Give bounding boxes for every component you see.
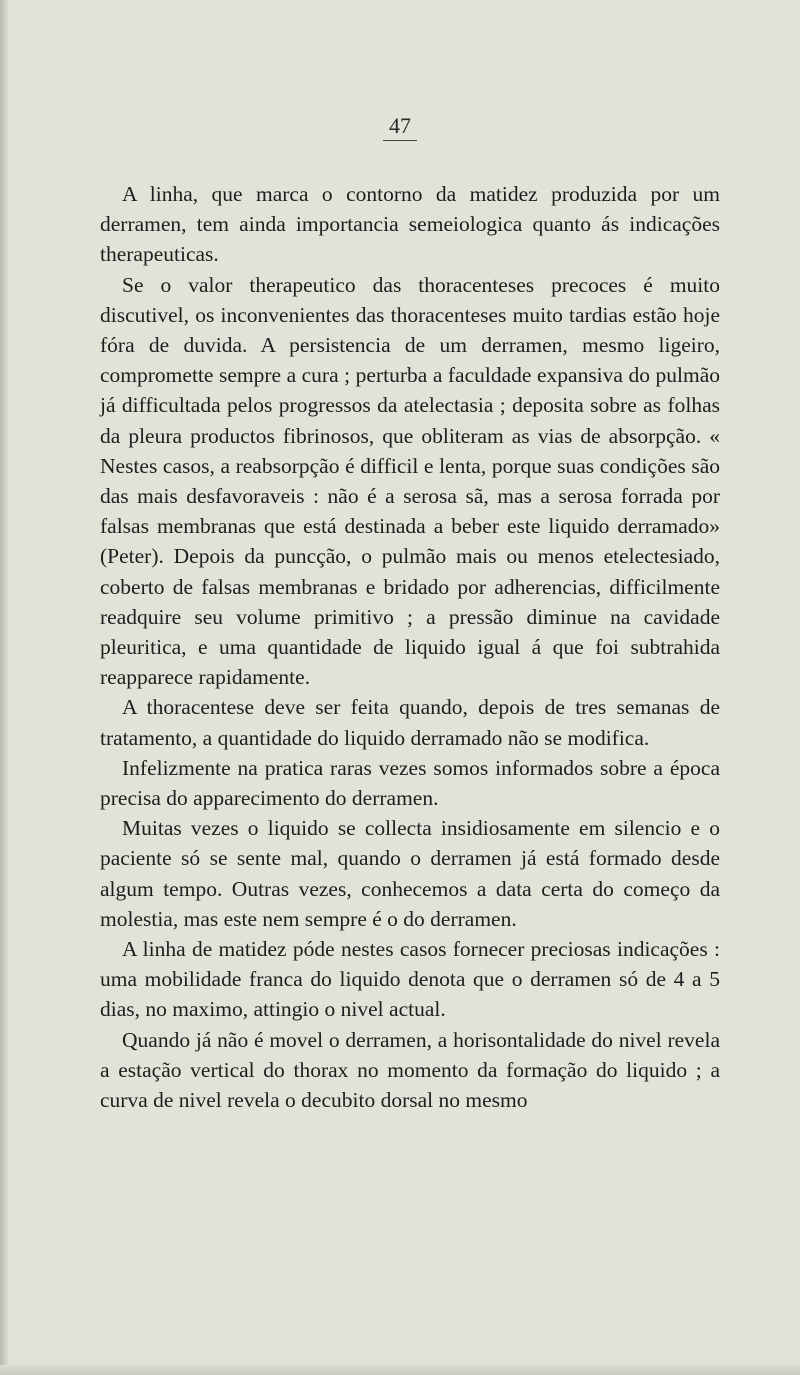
paragraph: Muitas vezes o liquido se collecta insidiosamente em silencio e o paciente só se sente mal, quando o derramen já está formado desde algum tempo. Outras vezes, conhecemos a data certa do começo da molestia, mas este nem sempre é o do derramen. xyxy=(100,816,720,931)
paragraph: Quando já não é movel o derramen, a horisontalidade do nivel revela a estação vertical do thorax no momento da formação do liquido ; a curva de nivel revela o decubito dorsal no mesmo xyxy=(100,1027,720,1113)
paragraph: A linha, que marca o contorno da matidez produzida por um derramen, tem ainda importancia semeiologica quanto ás indicações therapeuticas. xyxy=(100,182,720,267)
page-left-edge xyxy=(0,0,8,1375)
page-body xyxy=(100,179,720,1115)
paragraph: A linha de matidez póde nestes casos fornecer preciosas indicações : uma mobilidade franca do liquido denota que o derramen só de 4 a 5 dias, no maximo, attingio o nivel actual. xyxy=(100,937,720,1022)
paragraph: Se o valor therapeutico das thoracenteses precoces é muito discutivel, os inconvenientes das thoracenteses muito tardias estão hoje fóra de duvida. A persistencia de um derramen, mesmo ligeiro, compromette sempre a cura ; perturba a faculdade expansiva do pulmão já difficultada pelos progressos da atelectasia ; deposita sobre as folhas da pleura productos fibrinosos, que obliteram as vias de absorpção. « Nestes casos, a reabsorpção é difficil e lenta, porque suas condições são das mais desfavoraveis : não é a serosa sã, mas a serosa forrada por falsas membranas que está destinada a beber este liquido derramado» (Peter). Depois da puncção, o pulmão mais ou menos etelectesiado, coberto de falsas membranas e bridado por adherencias, difficilmente readquire seu volume primitivo ; a pressão diminue na cavidade pleuritica, e uma quantidade de liquido igual á que foi subtrahida reapparece rapidamente. xyxy=(100,272,720,690)
paragraph: Infelizmente na pratica raras vezes somos informados sobre a época precisa do apparecimento do derramen. xyxy=(100,755,720,811)
page-header xyxy=(0,113,800,141)
paragraph: A thoracentese deve ser feita quando, depois de tres semanas de tratamento, a quantidade do liquido derramado não se modifica. xyxy=(100,695,720,750)
page-number: 47 xyxy=(383,113,417,141)
page-bottom-edge xyxy=(0,1365,800,1375)
